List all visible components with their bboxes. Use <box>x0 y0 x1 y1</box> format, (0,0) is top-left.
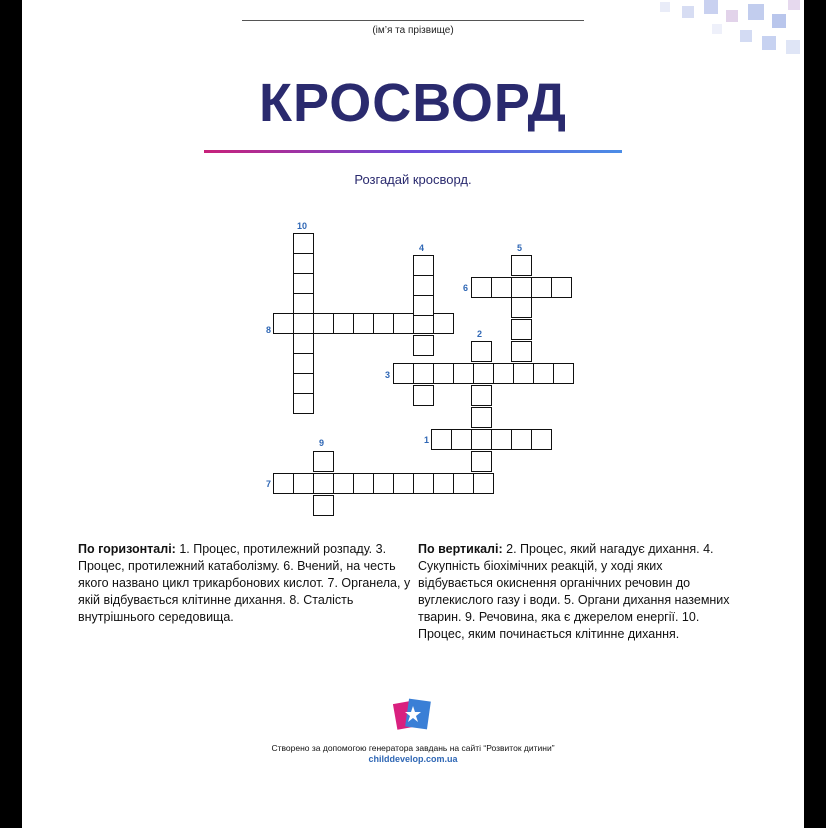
crossword-cell[interactable] <box>433 313 454 334</box>
clue-number-3: 3 <box>385 370 391 380</box>
crossword-cell[interactable] <box>471 407 492 428</box>
horizontal-clues <box>78 541 413 626</box>
crossword-cell[interactable] <box>413 473 434 494</box>
crossword-cell[interactable] <box>433 363 454 384</box>
vertical-clues <box>418 541 733 643</box>
crossword-cell[interactable] <box>313 473 334 494</box>
crossword-cell[interactable] <box>313 451 334 472</box>
crossword-cell[interactable] <box>313 495 334 516</box>
crossword-cell[interactable] <box>511 319 532 340</box>
crossword-cell[interactable] <box>413 313 434 334</box>
clue-number-1: 1 <box>424 435 430 445</box>
crossword-cell[interactable] <box>273 473 294 494</box>
clue-number-7: 7 <box>266 479 272 489</box>
vertical-heading: По вертикалі: <box>418 542 503 556</box>
crossword-cell[interactable] <box>471 341 492 362</box>
crossword-cell[interactable] <box>393 473 414 494</box>
crossword-cell[interactable] <box>293 333 314 354</box>
crossword-cell[interactable] <box>471 385 492 406</box>
crossword-cell[interactable] <box>433 473 454 494</box>
clue-number-6: 6 <box>463 283 469 293</box>
crossword-cell[interactable] <box>551 277 572 298</box>
footer-link[interactable]: childdevelop.com.ua <box>368 754 458 764</box>
page-title: КРОСВОРД <box>258 73 567 133</box>
right-border <box>804 0 826 828</box>
crossword-cell[interactable] <box>511 429 532 450</box>
horizontal-clue-text: 1. Процес, протилежний розпаду. 3. Процес, протилежний катаболізму. 6. Вчений, на честь якого названо цикл трикарбонових кислот. 7. Органела, у якій відбувається клітинне дихання. 8. Сталість внутрішнього середовища. <box>78 542 411 624</box>
crossword-cell[interactable] <box>471 277 492 298</box>
crossword-cell[interactable] <box>513 363 534 384</box>
crossword-cell[interactable] <box>393 313 414 334</box>
crossword-cell[interactable] <box>353 473 374 494</box>
crossword-cell[interactable] <box>373 313 394 334</box>
worksheet-page <box>22 0 804 828</box>
crossword-cell[interactable] <box>293 473 314 494</box>
clue-number-10: 10 <box>297 221 308 231</box>
footer-credit: Створено за допомогою генератора завдань на сайті “Розвиток дитини” <box>271 743 555 753</box>
crossword-cell[interactable] <box>453 473 474 494</box>
vertical-clue-text: 2. Процес, який нагадує дихання. 4. Сукупність біохімічних реакцій, у ході яких відбувається окиснення органічних речовин до вуглекислого газу і води. 5. Органи дихання наземних тварин. 9. Речовина, яка є джерелом енергії. 10. Процес, яким починається клітинне дихання. <box>418 542 730 641</box>
crossword-cell[interactable] <box>393 363 414 384</box>
crossword-cell[interactable] <box>293 233 314 254</box>
name-caption: (ім’я та прізвище) <box>372 25 454 36</box>
crossword-cell[interactable] <box>471 429 492 450</box>
crossword-cell[interactable] <box>293 313 314 334</box>
crossword-cell[interactable] <box>473 363 494 384</box>
clue-number-9: 9 <box>319 438 325 448</box>
crossword-cell[interactable] <box>273 313 294 334</box>
crossword-cell[interactable] <box>493 363 514 384</box>
crossword-cell[interactable] <box>293 253 314 274</box>
crossword-cell[interactable] <box>491 277 512 298</box>
crossword-cell[interactable] <box>293 273 314 294</box>
horizontal-heading: По горизонталі: <box>78 542 176 556</box>
crossword-cell[interactable] <box>413 275 434 296</box>
instructions: Розгадай кросворд. <box>354 172 472 187</box>
crossword-cell[interactable] <box>333 313 354 334</box>
crossword-cell[interactable] <box>333 473 354 494</box>
crossword-cell[interactable] <box>293 393 314 414</box>
crossword-cell[interactable] <box>511 277 532 298</box>
crossword-cell[interactable] <box>353 313 374 334</box>
crossword-cell[interactable] <box>511 297 532 318</box>
crossword-cell[interactable] <box>471 451 492 472</box>
crossword-cell[interactable] <box>531 429 552 450</box>
crossword-cell[interactable] <box>553 363 574 384</box>
clue-number-8: 8 <box>266 325 272 335</box>
crossword-cell[interactable] <box>511 341 532 362</box>
clue-number-2: 2 <box>477 329 483 339</box>
crossword-cell[interactable] <box>373 473 394 494</box>
crossword-cell[interactable] <box>533 363 554 384</box>
crossword-cell[interactable] <box>531 277 552 298</box>
crossword-cell[interactable] <box>413 295 434 316</box>
crossword-cell[interactable] <box>413 363 434 384</box>
crossword-cell[interactable] <box>473 473 494 494</box>
site-logo-icon <box>393 698 433 732</box>
crossword-cell[interactable] <box>413 385 434 406</box>
crossword-cell[interactable] <box>293 373 314 394</box>
crossword-cell[interactable] <box>511 255 532 276</box>
crossword-cell[interactable] <box>413 255 434 276</box>
crossword-cell[interactable] <box>413 335 434 356</box>
crossword-grid <box>22 0 804 530</box>
crossword-cell[interactable] <box>451 429 472 450</box>
crossword-cell[interactable] <box>293 353 314 374</box>
crossword-cell[interactable] <box>453 363 474 384</box>
clue-number-5: 5 <box>517 243 523 253</box>
crossword-cell[interactable] <box>491 429 512 450</box>
crossword-cell[interactable] <box>293 293 314 314</box>
crossword-cell[interactable] <box>431 429 452 450</box>
crossword-cell[interactable] <box>313 313 334 334</box>
clue-number-4: 4 <box>419 243 425 253</box>
